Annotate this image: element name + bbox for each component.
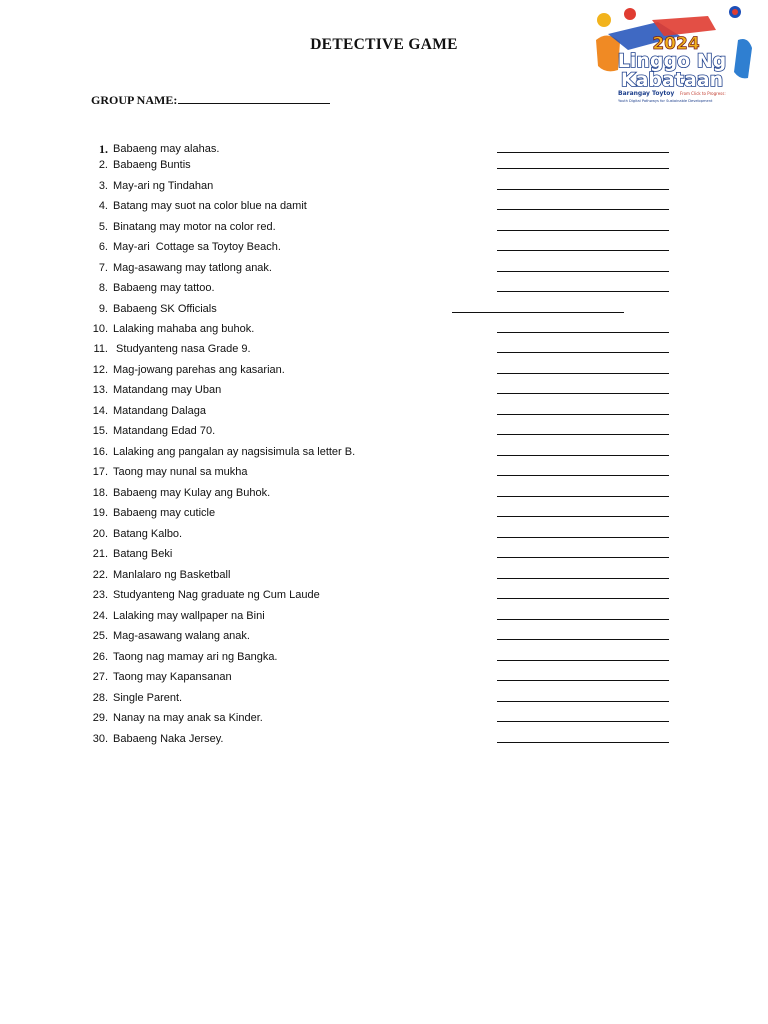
clue-text: Babaeng Naka Jersey.	[113, 733, 224, 745]
clue-text: Matandang Dalaga	[113, 405, 206, 417]
clue-text: May-ari Cottage sa Toytoy Beach.	[113, 241, 281, 253]
clue-number: 18.	[92, 487, 108, 499]
clue-number: 15.	[92, 425, 108, 437]
svg-text:2024: 2024	[652, 34, 700, 54]
svg-text:Youth Digital Pathways for Sus: Youth Digital Pathways for Sustainable Development	[618, 99, 713, 103]
clue-item	[0, 505, 768, 521]
answer-blank[interactable]	[497, 373, 669, 374]
clue-item	[0, 239, 768, 255]
clue-item	[0, 464, 768, 480]
clue-item	[0, 423, 768, 439]
clue-text: Babaeng may alahas.	[113, 143, 220, 155]
clue-number: 12.	[92, 364, 108, 376]
clue-text: Taong may Kapansanan	[113, 671, 232, 683]
clue-item	[0, 669, 768, 685]
answer-blank[interactable]	[497, 660, 669, 661]
clue-number: 4.	[98, 200, 108, 212]
page-title: DETECTIVE GAME	[310, 36, 458, 53]
answer-blank[interactable]	[497, 742, 669, 743]
clue-number: 25.	[92, 630, 108, 642]
clue-text: Mag-asawang may tatlong anak.	[113, 262, 272, 274]
clue-item	[0, 321, 768, 337]
clue-item	[0, 710, 768, 726]
answer-blank[interactable]	[497, 475, 669, 476]
answer-blank[interactable]	[497, 414, 669, 415]
answer-blank[interactable]	[497, 721, 669, 722]
clue-item	[0, 608, 768, 624]
clue-number: 19.	[92, 507, 108, 519]
answer-blank[interactable]	[452, 312, 624, 313]
answer-blank[interactable]	[497, 352, 669, 353]
clue-item	[0, 362, 768, 378]
clue-text: Taong nag mamay ari ng Bangka.	[113, 651, 278, 663]
clue-item	[0, 198, 768, 214]
clue-number: 1.	[99, 142, 108, 156]
clue-number: 17.	[92, 466, 108, 478]
clue-text: Studyanteng nasa Grade 9.	[113, 343, 251, 355]
clue-item	[0, 403, 768, 419]
answer-blank[interactable]	[497, 152, 669, 153]
clue-number: 13.	[92, 384, 108, 396]
clue-item	[0, 731, 768, 747]
clue-text: Lalaking ang pangalan ay nagsisimula sa letter B.	[113, 446, 356, 458]
clue-item	[0, 219, 768, 235]
svg-text:Barangay Toytoy: Barangay Toytoy	[618, 90, 675, 97]
clue-number: 22.	[92, 569, 108, 581]
clue-item	[0, 178, 768, 194]
clue-item	[0, 341, 768, 357]
clue-text: Batang may suot na color blue na damit	[113, 200, 307, 212]
answer-blank[interactable]	[497, 701, 669, 702]
clue-number: 28.	[92, 692, 108, 704]
clue-number: 30.	[92, 733, 108, 745]
clue-text: Mag-asawang walang anak.	[113, 630, 250, 642]
clue-number: 20.	[92, 528, 108, 540]
answer-blank[interactable]	[497, 189, 669, 190]
answer-blank[interactable]	[497, 209, 669, 210]
answer-blank[interactable]	[497, 271, 669, 272]
clue-text: Mag-jowang parehas ang kasarian.	[113, 364, 285, 376]
clue-number: 10.	[92, 323, 108, 335]
clue-number: 24.	[92, 610, 108, 622]
svg-text:Linggo Ng: Linggo Ng	[617, 50, 727, 72]
svg-text:Kabataan: Kabataan	[620, 69, 724, 91]
clue-item	[0, 567, 768, 583]
clue-text: Lalaking may wallpaper na Bini	[113, 610, 265, 622]
clue-number: 3.	[98, 180, 108, 192]
answer-blank[interactable]	[497, 332, 669, 333]
clue-text: Batang Beki	[113, 548, 173, 560]
answer-blank[interactable]	[497, 455, 669, 456]
clue-text: Matandang may Uban	[113, 384, 222, 396]
answer-blank[interactable]	[497, 291, 669, 292]
clue-text: Lalaking mahaba ang buhok.	[113, 323, 255, 335]
clue-number: 29.	[92, 712, 108, 724]
answer-blank[interactable]	[497, 537, 669, 538]
answer-blank[interactable]	[497, 639, 669, 640]
answer-blank[interactable]	[497, 168, 669, 169]
clue-text: May-ari ng Tindahan	[113, 180, 214, 192]
clue-item	[0, 690, 768, 706]
clue-number: 7.	[98, 262, 108, 274]
clue-number: 8.	[98, 282, 108, 294]
clue-item	[0, 587, 768, 603]
clue-item	[0, 628, 768, 644]
clue-number: 2.	[98, 159, 108, 171]
group-name-label: GROUP NAME:	[91, 93, 178, 107]
clue-number: 23.	[92, 589, 108, 601]
clue-text: Batang Kalbo.	[113, 528, 183, 540]
clue-text: Single Parent.	[113, 692, 183, 704]
clue-item	[0, 649, 768, 665]
clue-number: 26.	[92, 651, 108, 663]
clue-item	[0, 526, 768, 542]
answer-blank[interactable]	[497, 250, 669, 251]
clue-text: Babaeng Buntis	[113, 159, 191, 171]
clue-text: Taong may nunal sa mukha	[113, 466, 248, 478]
answer-blank[interactable]	[497, 230, 669, 231]
clue-number: 14.	[92, 405, 108, 417]
clue-item	[0, 260, 768, 276]
clue-item	[0, 157, 768, 173]
svg-text:From Click to Progress:: From Click to Progress:	[680, 91, 726, 96]
clue-text: Manlalaro ng Basketball	[113, 569, 231, 581]
answer-blank[interactable]	[497, 598, 669, 599]
clue-number: 5.	[98, 221, 108, 233]
clue-text: Binatang may motor na color red.	[113, 221, 276, 233]
clue-text: Nanay na may anak sa Kinder.	[113, 712, 263, 724]
answer-blank[interactable]	[497, 680, 669, 681]
clue-text: Babaeng may cuticle	[113, 507, 216, 519]
clue-item	[0, 546, 768, 562]
clue-item	[0, 301, 768, 317]
clue-number: 27.	[92, 671, 108, 683]
clue-number: 9.	[98, 303, 108, 315]
clue-number: 11.	[93, 343, 108, 355]
answer-blank[interactable]	[497, 619, 669, 620]
clue-number: 21.	[92, 548, 108, 560]
clue-text: Studyanteng Nag graduate ng Cum Laude	[113, 589, 320, 601]
clue-item	[0, 444, 768, 460]
clue-item	[0, 485, 768, 501]
clue-number: 6.	[98, 241, 108, 253]
answer-blank[interactable]	[497, 516, 669, 517]
clue-text: Babaeng may tattoo.	[113, 282, 215, 294]
answer-blank[interactable]	[497, 434, 669, 435]
answer-blank[interactable]	[497, 393, 669, 394]
answer-blank[interactable]	[497, 496, 669, 497]
clue-text: Babaeng SK Officials	[113, 303, 217, 315]
clue-text: Matandang Edad 70.	[113, 425, 216, 437]
clue-item	[0, 382, 768, 398]
answer-blank[interactable]	[497, 557, 669, 558]
clue-number: 16.	[92, 446, 108, 458]
answer-blank[interactable]	[497, 578, 669, 579]
clue-item	[0, 280, 768, 296]
clue-item	[0, 141, 768, 157]
clue-text: Babaeng may Kulay ang Buhok.	[113, 487, 271, 499]
